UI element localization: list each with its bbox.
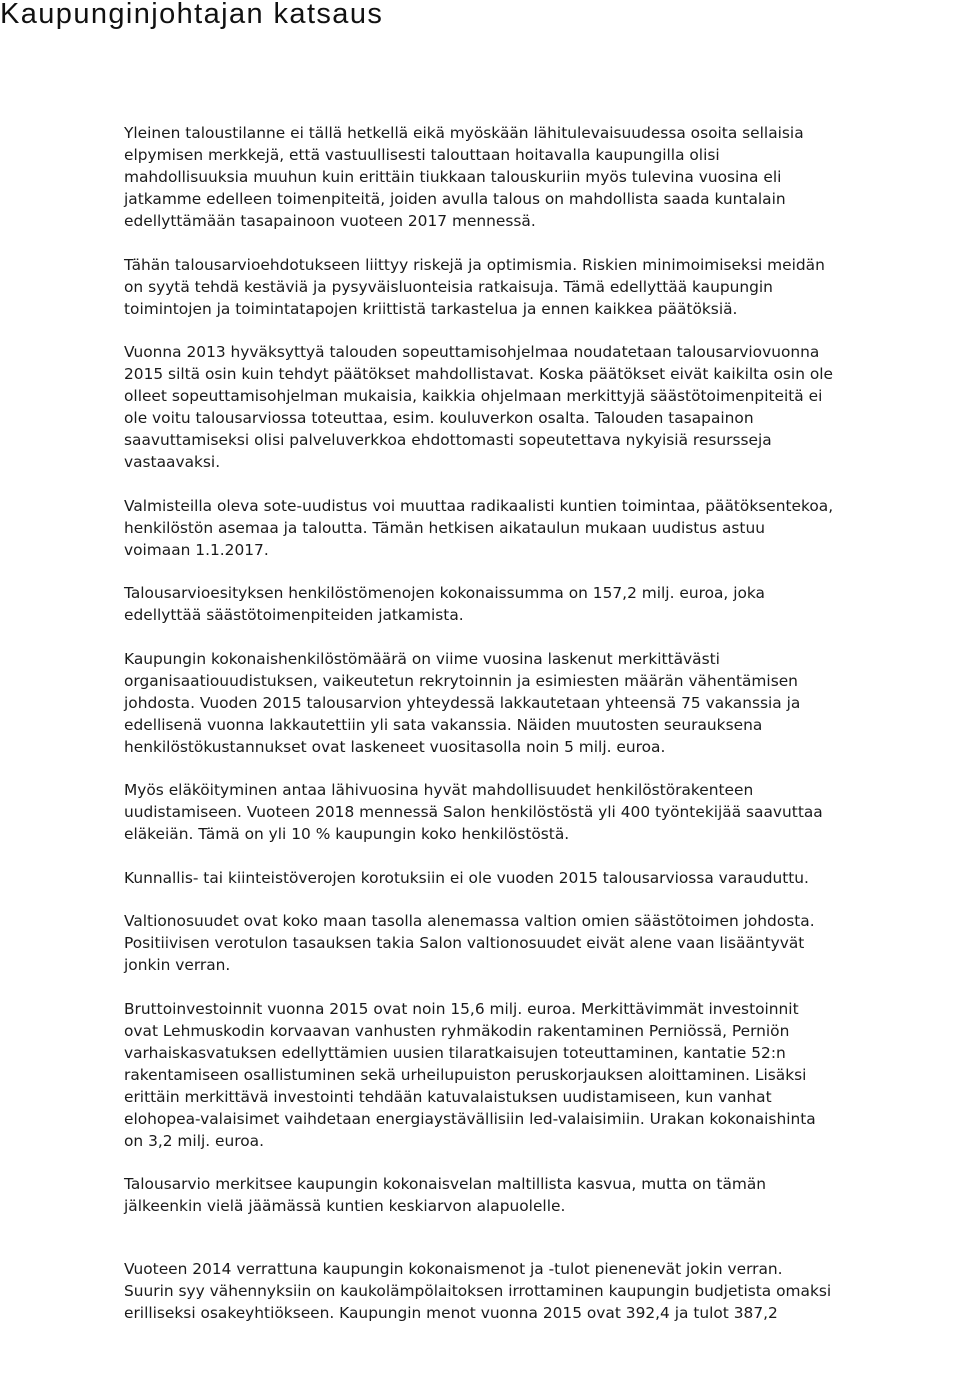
text-line: on 3,2 milj. euroa. — [124, 1131, 264, 1150]
paragraph-debt — [124, 1173, 960, 1217]
text-line: jatkamme edelleen toimenpiteitä, joiden avulla talous on mahdollista saada kuntalain — [124, 190, 786, 208]
text-line: Yleinen taloustilanne ei tällä hetkellä eikä myöskään lähitulevaisuudessa osoita sellaisia — [124, 124, 804, 142]
text-line: Talousarvioesityksen henkilöstömenojen kokonaissumma on 157,2 milj. euroa, joka — [124, 584, 765, 602]
paragraph-headcount — [124, 648, 960, 758]
text-line: Kaupungin kokonaishenkilöstömäärä on viime vuosina laskenut merkittävästi — [124, 649, 720, 668]
text-line: eläkeiän. Tämä on yli 10 % kaupungin koko henkilöstöstä. — [124, 825, 570, 843]
text-line: elpymisen merkkejä, että vastuullisesti talouttaan hoitavalla kaupungilla olisi — [124, 146, 720, 164]
text-line: Tähän talousarvioehdotukseen liittyy riskejä ja optimismia. Riskien minimoimiseksi meidän — [124, 255, 825, 274]
paragraph-retirement — [124, 779, 960, 845]
text-line: edellyttää säästötoimenpiteiden jatkamista. — [124, 606, 464, 624]
paragraph-personnel-costs — [124, 582, 960, 626]
text-line: on syytä tehdä kestäviä ja pysyväisluonteisia ratkaisuja. Tämä edellyttää kaupungin — [124, 277, 773, 296]
text-line: organisaatiouudistuksen, vaikeutetun rekrytoinnin ja esimiesten määrän vähentämisen — [124, 671, 798, 690]
text-line: mahdollisuuksia muuhun kuin erittäin tiukkaan talouskuriin myös tulevina vuosina eli — [124, 168, 782, 186]
text-line: johdosta. Vuoden 2015 talousarvion yhteydessä lakkautetaan yhteensä 75 vakanssia ja — [124, 693, 801, 712]
text-line: Valtionosuudet ovat koko maan tasolla alenemassa valtion omien säästötoimen johdosta. — [124, 912, 815, 930]
text-line: olleet sopeuttamisohjelman mukaisia, kaikkia ohjelmaan merkittyjä säästötoimenpiteitä ei — [124, 387, 823, 405]
text-line: rakentamiseen osallistuminen sekä urheilupuiston peruskorjauksen aloittaminen. Lisäksi — [124, 1065, 807, 1084]
paragraph-risks — [124, 254, 960, 320]
text-line: Vuoteen 2014 verrattuna kaupungin kokonaismenot ja -tulot pienenevät jokin verran. — [124, 1260, 783, 1278]
text-line: uudistamiseen. Vuoteen 2018 mennessä Salon henkilöstöstä yli 400 työntekijää saavuttaa — [124, 803, 823, 821]
paragraph-sote-reform — [124, 495, 960, 561]
text-line: Bruttoinvestoinnit vuonna 2015 ovat noin 15,6 milj. euroa. Merkittävimmät investoinnit — [124, 999, 799, 1018]
text-line: Kunnallis- tai kiinteistöverojen korotuksiin ei ole vuoden 2015 talousarviossa varauduttu. — [124, 868, 809, 887]
page-title: Kaupunginjohtajan katsaus — [0, 0, 384, 30]
text-line: Vuonna 2013 hyväksyttyä talouden sopeuttamisohjelmaa noudatetaan talousarviovuonna — [124, 343, 820, 361]
text-line: ovat Lehmuskodin korvaavan vanhusten ryhmäkodin rakentaminen Perniössä, Perniön — [124, 1021, 790, 1040]
text-line: Talousarvio merkitsee kaupungin kokonaisvelan maltillista kasvua, mutta on tämän — [124, 1175, 767, 1193]
paragraph-adjustment-program — [124, 341, 960, 473]
text-line: erilliseksi osakeyhtiökseen. Kaupungin menot vuonna 2015 ovat 392,4 ja tulot 387,2 — [124, 1304, 778, 1322]
paragraph-state-subsidies — [124, 910, 960, 976]
text-line: edellisenä vuonna lakkautettiin yli sata vakanssia. Näiden muutosten seurauksena — [124, 715, 763, 734]
paragraph-economic-outlook — [124, 122, 960, 232]
text-line: Myös eläköityminen antaa lähivuosina hyvät mahdollisuudet henkilöstörakenteen — [124, 781, 754, 799]
paragraph-investments — [124, 998, 960, 1152]
text-line: Positiivisen verotulon tasauksen takia Salon valtionosuudet eivät alene vaan lisääntyvät — [124, 934, 805, 952]
text-line: jälkeenkin vielä jäämässä kuntien keskiarvon alapuolelle. — [124, 1197, 566, 1215]
text-line: voimaan 1.1.2017. — [124, 540, 269, 559]
text-line: elohopea-valaisimet vaihdetaan energiaystävällisiin led-valaisimiin. Urakan kokonaishinta — [124, 1109, 816, 1128]
text-line: saavuttamiseksi olisi palveluverkkoa ehdottomasti sopeutettava nykyisiä resursseja — [124, 431, 772, 449]
text-line: 2015 siltä osin kuin tehdyt päätökset mahdollistavat. Koska päätökset eivät kaikilta osin ole — [124, 365, 834, 383]
text-line: edellyttämään tasapainoon vuoteen 2017 mennessä. — [124, 212, 536, 230]
document-body — [124, 122, 960, 1346]
text-line: toimintojen ja toimintatapojen kriittistä tarkastelua ja ennen kaikkea päätöksiä. — [124, 299, 738, 318]
text-line: ole voitu talousarviossa toteuttaa, esim. kouluverkon osalta. Talouden tasapainon — [124, 409, 754, 427]
paragraph-tax-increases — [124, 867, 960, 889]
paragraph-expenses-revenues — [124, 1258, 960, 1324]
text-line: vastaavaksi. — [124, 453, 221, 471]
text-line: Suurin syy vähennyksiin on kaukolämpölaitoksen irrottaminen kaupungin budjetista omaksi — [124, 1282, 832, 1300]
text-line: jonkin verran. — [124, 956, 231, 974]
text-line: varhaiskasvatuksen edellyttämien uusien tilaratkaisujen toteuttaminen, kantatie 52:n — [124, 1043, 786, 1062]
text-line: henkilöstökustannukset ovat laskeneet vuositasolla noin 5 milj. euroa. — [124, 737, 666, 756]
text-line: Valmisteilla oleva sote-uudistus voi muuttaa radikaalisti kuntien toimintaa, päätöksentekoa, — [124, 496, 834, 515]
text-line: erittäin merkittävä investointi tehdään katuvalaistuksen uudistamiseen, kun vanhat — [124, 1087, 772, 1106]
text-line: henkilöstön asemaa ja taloutta. Tämän hetkisen aikataulun mukaan uudistus astuu — [124, 518, 765, 537]
